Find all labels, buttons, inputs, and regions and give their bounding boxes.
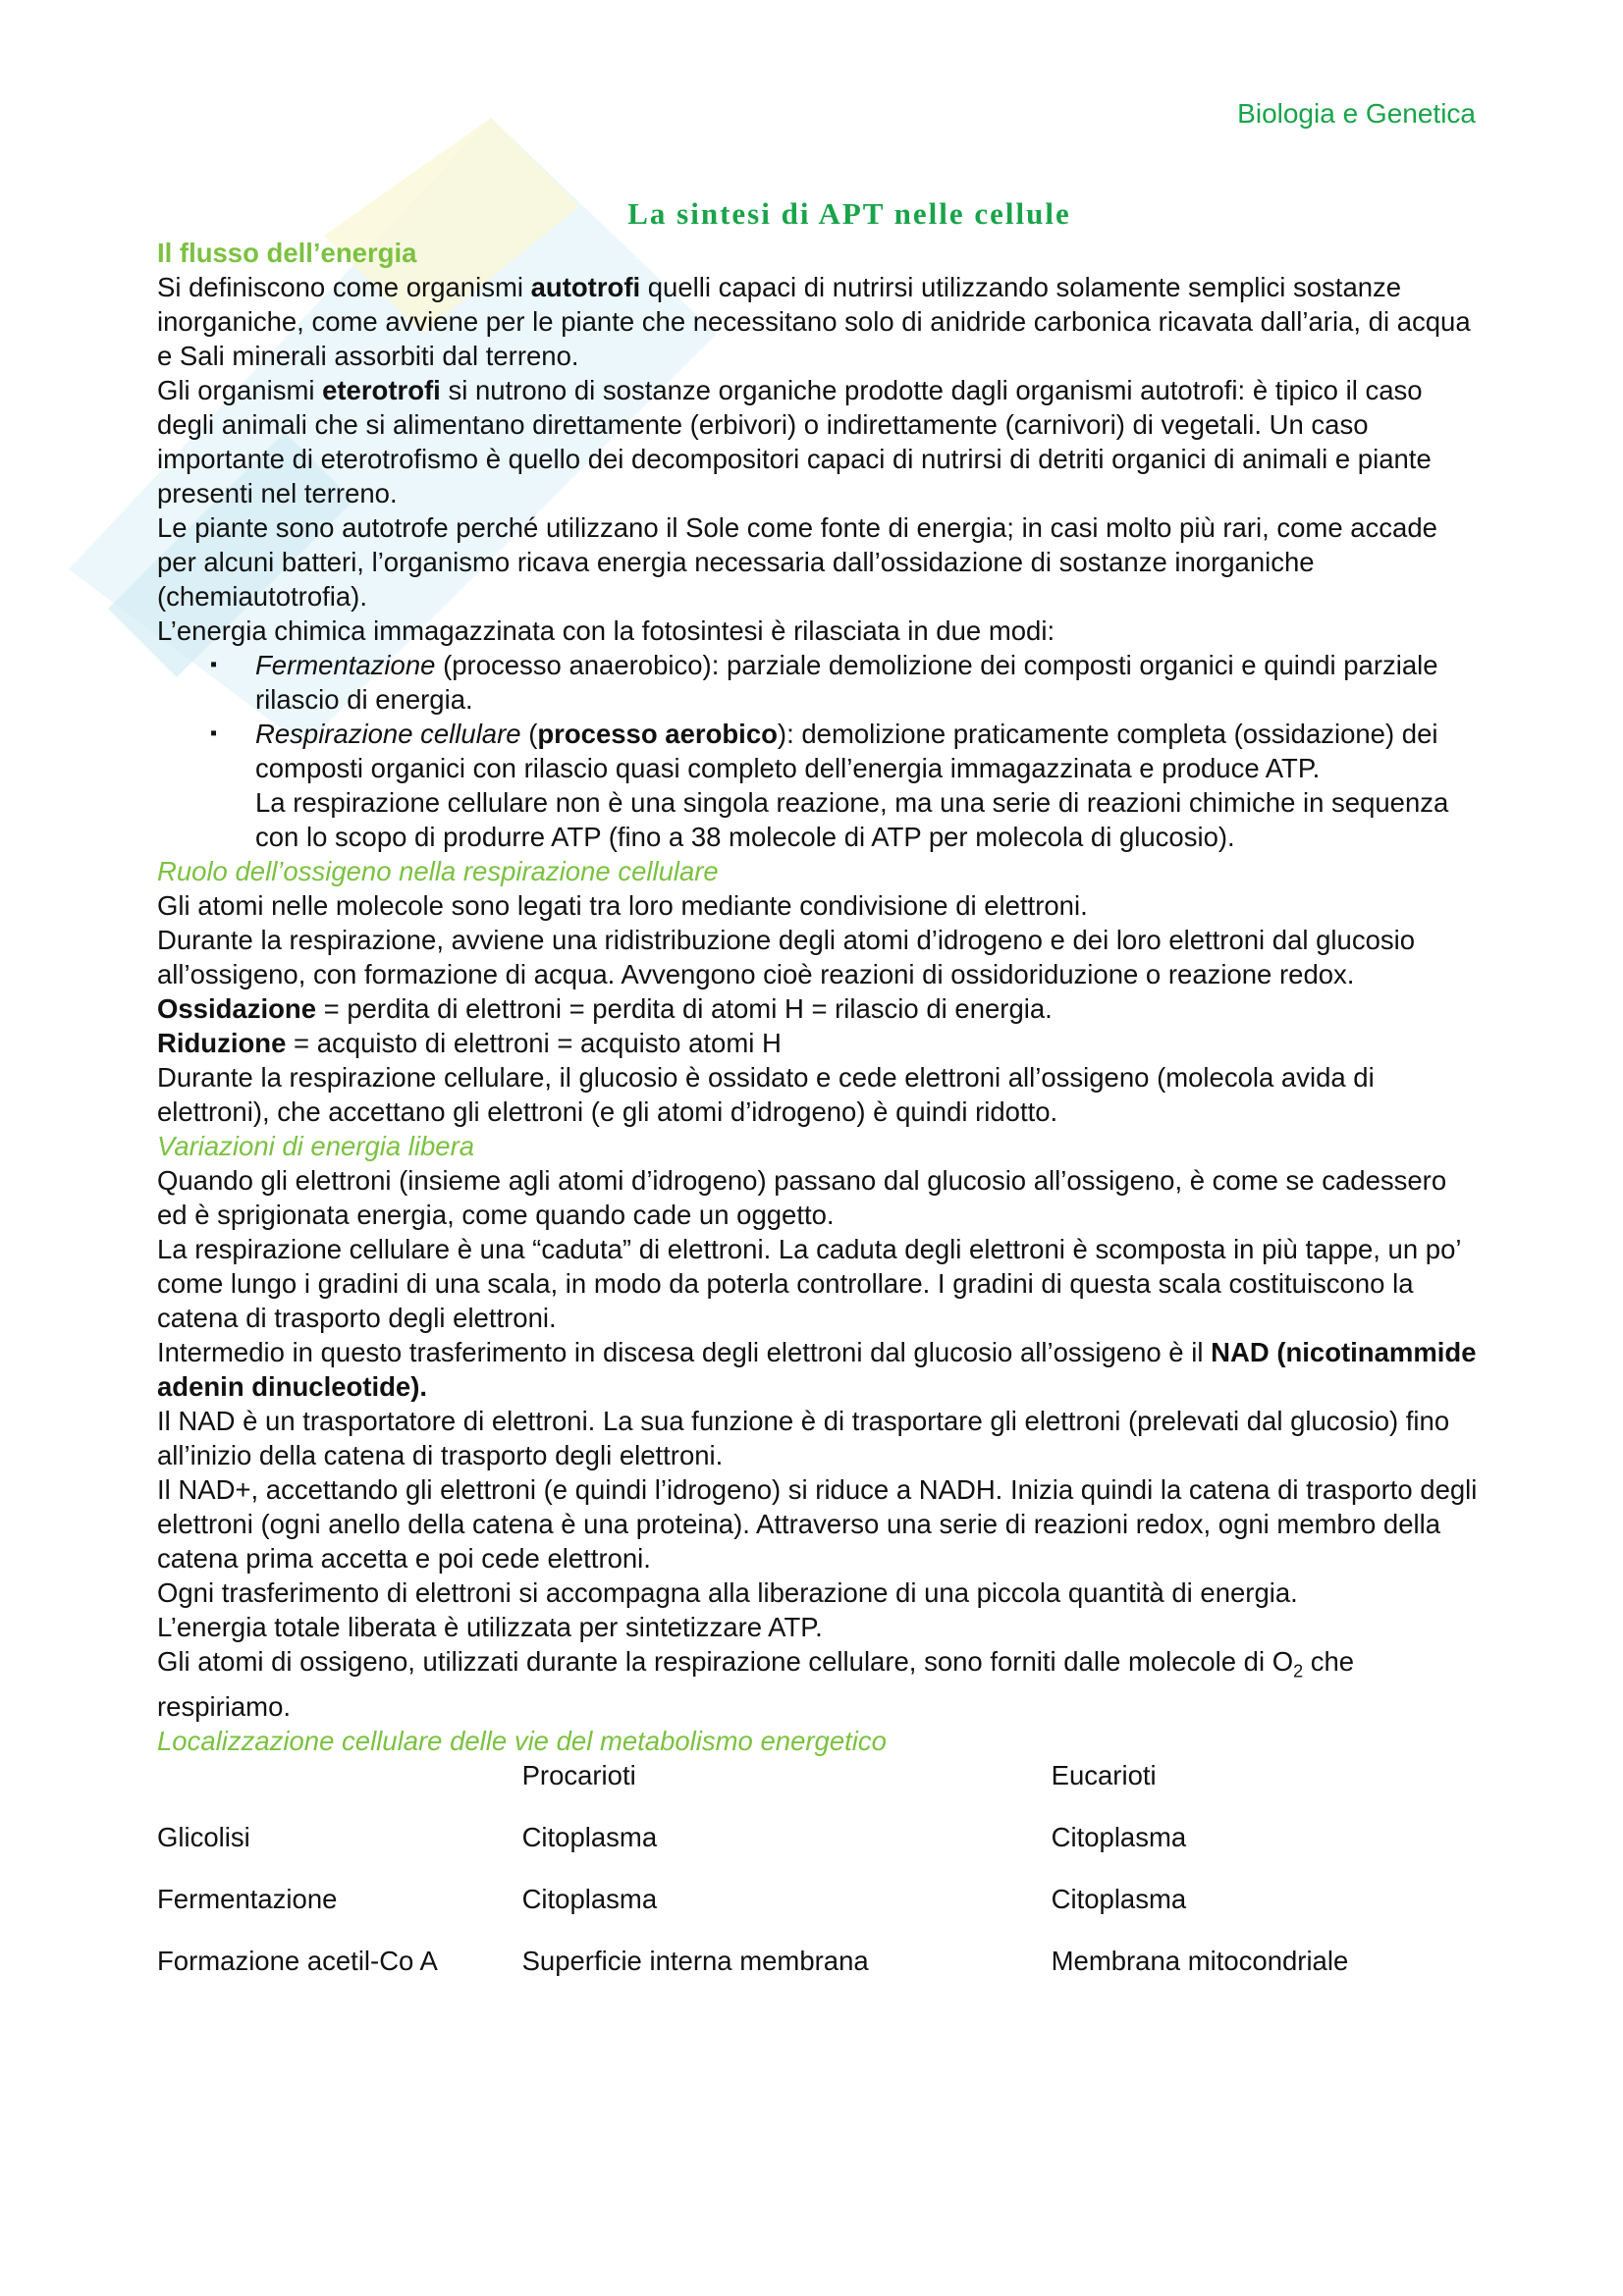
table-header-row [157, 1758, 1483, 1820]
table-row [157, 1882, 1483, 1944]
paragraph-atoms-bonds: Gli atomi nelle molecole sono legati tra loro mediante condivisione di elettroni. [157, 890, 1088, 921]
paragraph-plants-autotrophic: Le piante sono autotrofe perché utilizzano il Sole come fonte di energia; in casi molto più rari, come accade per alcuni batteri, l’organismo ricava energia necessaria dall’ossidazione di sostanze inorganiche (chemiautotrofia). [157, 512, 1437, 612]
list-item-extra-text: La respirazione cellulare non è una singola reazione, ma una serie di reazioni chimiche in sequenza con lo scopo di produrre ATP (fino a 38 molecole di ATP per molecola di glucosio). [255, 787, 1449, 852]
paragraph-glucose-oxidized: Durante la respirazione cellulare, il glucosio è ossidato e cede elettroni all’ossigeno (molecola avida di elettroni), che accettano gli elettroni (e gli atomi d’idrogeno) è quindi ridotto. [157, 1062, 1375, 1127]
table-cell: Fermentazione [157, 1883, 338, 1914]
localization-table [157, 1758, 1483, 2005]
paragraph-energy-transfer: Ogni trasferimento di elettroni si accompagna alla liberazione di una piccola quantità di energia. [157, 1577, 1298, 1608]
section-heading-energy-flow: Il flusso dell’energia [157, 238, 417, 268]
paragraph-autotrophs: Si definiscono come organismi autotrofi quelli capaci di nutrirsi utilizzando solamente semplici sostanze inorganiche, come avviene per le piante che necessitano solo di anidride carbonica ricavata dall’aria, di acqua e Sali minerali assorbiti dal terreno. [157, 272, 1471, 371]
table-cell: Formazione acetil-Co A [157, 1945, 438, 1976]
table-row [157, 1820, 1483, 1882]
table-cell: Citoplasma [1051, 1821, 1187, 1852]
paragraph-nad-intermediate: Intermedio in questo trasferimento in discesa degli elettroni dal glucosio all’ossigeno è il NAD (nicotinammide adenin dinucleotide). [157, 1337, 1477, 1402]
table-header-cell: Eucarioti [1051, 1759, 1157, 1790]
paragraph-nad-plus: Il NAD+, accettando gli elettroni (e quindi l’idrogeno) si riduce a NADH. Inizia quindi la catena di trasporto degli elettroni (ogni anello della catena è una proteina). Attraverso una serie di reazioni redox, ogni membro della catena prima accetta e poi cede elettroni. [157, 1474, 1478, 1574]
table-cell: Membrana mitocondriale [1051, 1945, 1349, 1976]
paragraph-oxidation: Ossidazione = perdita di elettroni = perdita di atomi H = rilascio di energia. [157, 993, 1053, 1024]
paragraph-atp-synthesis: L’energia totale liberata è utilizzata per sintetizzare ATP. [157, 1612, 823, 1642]
table-cell: Superficie interna membrana [521, 1945, 869, 1976]
table-cell: Citoplasma [1051, 1883, 1187, 1914]
section-heading-free-energy: Variazioni di energia libera [157, 1131, 475, 1161]
table-cell: Citoplasma [521, 1883, 658, 1914]
list-item-fermentation: ▪ Fermentazione (processo anaerobico): parziale demolizione dei composti organici e quindi parziale rilascio di energia. [210, 650, 1438, 715]
paragraph-chemical-energy: L’energia chimica immagazzinata con la fotosintesi è rilasciata in due modi: [157, 615, 1055, 646]
document-title: La sintesi di APT nelle cellule [627, 196, 1071, 231]
table-header-cell [157, 1758, 522, 1820]
document-header-subject: Biologia e Genetica [1237, 98, 1476, 129]
bullet-list-energy-release [157, 648, 1483, 854]
document-body [157, 192, 1483, 2005]
paragraph-redistribution: Durante la respirazione, avviene una ridistribuzione degli atomi d’idrogeno e dei loro elettroni dal glucosio all’ossigeno, con formazione di acqua. Avvengono cioè reazioni di ossidoriduzione o reazione redox. [157, 925, 1416, 989]
list-item-cellular-respiration: ▪ Respirazione cellulare (processo aerobico): demolizione praticamente completa (ossidazione) dei composti organici con rilascio quasi completo dell’energia immagazzinata e produce ATP. La respirazione cellulare non è una singola reazione, ma una serie di reazioni chimiche in sequenza con lo scopo di produrre ATP (fino a 38 molecole di ATP per molecola di glucosio). [210, 719, 1449, 852]
paragraph-electrons-fall: Quando gli elettroni (insieme agli atomi d’idrogeno) passano dal glucosio all’ossigeno, è come se cadessero ed è sprigionata energia, come quando cade un oggetto. [157, 1165, 1447, 1230]
table-header-cell: Procarioti [521, 1759, 636, 1790]
table-cell: Glicolisi [157, 1821, 250, 1852]
bullet-square-icon: ▪ [210, 722, 218, 744]
paragraph-reduction: Riduzione = acquisto di elettroni = acquisto atomi H [157, 1028, 782, 1058]
paragraph-nad-carrier: Il NAD è un trasportatore di elettroni. La sua funzione è di trasportare gli elettroni (prelevati dal glucosio) fino all’inizio della catena di trasporto degli elettroni. [157, 1406, 1450, 1470]
paragraph-electron-chain: La respirazione cellulare è una “caduta” di elettroni. La caduta degli elettroni è scomposta in più tappe, un po’ come lungo i gradini di una scala, in modo da poterla controllare. I gradini di questa scala costituiscono la catena di trasporto degli elettroni. [157, 1234, 1461, 1333]
paragraph-oxygen-atoms: Gli atomi di ossigeno, utilizzati durante la respirazione cellulare, sono forniti dalle molecole di $O_2$ che respiriamo. [157, 1646, 1355, 1722]
section-heading-localization: Localizzazione cellulare delle vie del metabolismo energetico [157, 1725, 887, 1756]
paragraph-heterotrophs: Gli organismi eterotrofi si nutrono di sostanze organiche prodotte dagli organismi autotrofi: è tipico il caso degli animali che si alimentano direttamente (erbivori) o indirettamente (carnivori) di vegetali. Un caso importante di eterotrofismo è quello dei decompositori capaci di nutrirsi di detriti organici di animali e piante presenti nel terreno. [157, 375, 1432, 508]
table-cell: Citoplasma [521, 1821, 658, 1852]
bullet-square-icon: ▪ [210, 654, 218, 675]
section-heading-oxygen-role: Ruolo dell’ossigeno nella respirazione cellulare [157, 856, 719, 886]
table-row [157, 1944, 1483, 2005]
